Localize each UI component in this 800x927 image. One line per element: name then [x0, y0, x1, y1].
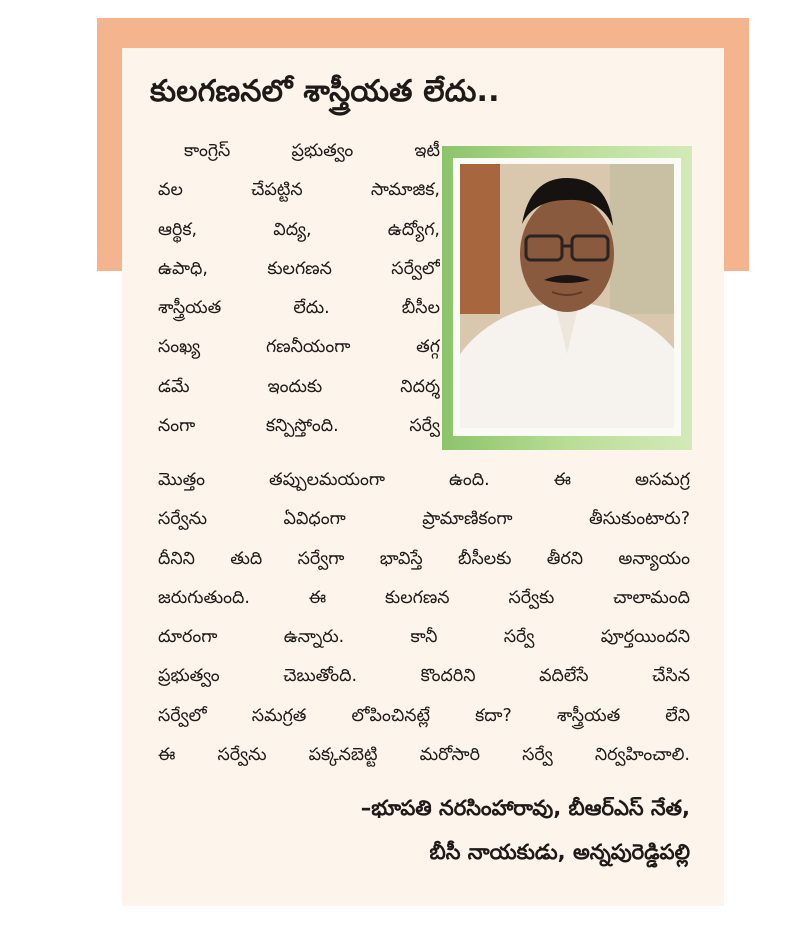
portrait-photo: [460, 164, 674, 428]
body-line: వల చేపట్టిన సామాజిక,: [158, 180, 440, 201]
body-line: దూరంగా ఉన్నారు. కానీ సర్వే పూర్తయిందని: [158, 627, 690, 648]
body-line: నంగా కన్పిస్తోంది. సర్వే: [158, 416, 440, 437]
body-line: శాస్త్రీయత లేదు. బీసీల: [158, 298, 440, 319]
byline-author: –భూపతి నరసింహారావు, బీఆర్ఎస్ నేత,: [360, 796, 690, 820]
body-line: ఉపాధి, కులగణన సర్వేలో: [158, 258, 440, 279]
article-headline: కులగణనలో శాస్త్రీయత లేదు..: [150, 74, 500, 109]
body-line: సర్వేను ఏవిధంగా ప్రామాణికంగా తీసుకుంటారు?: [158, 509, 690, 530]
article-body-wide: [158, 461, 690, 775]
body-line: సంఖ్య గణనీయంగా తగ్గ: [158, 337, 440, 358]
body-line: డమే ఇందుకు నిదర్శ: [158, 376, 440, 397]
body-line: జరుగుతుంది. ఈ కులగణన సర్వేకు చాలామంది: [158, 587, 690, 608]
body-line: ఆర్థిక, విద్య, ఉద్యోగ,: [158, 219, 440, 240]
byline-location: బీసీ నాయకుడు, అన్నపురెడ్డిపల్లి: [429, 840, 690, 864]
body-line: ప్రభుత్వం చెబుతోంది. కొందరిని వదిలేసే చేసిన: [158, 666, 690, 687]
article-body-narrow: [158, 132, 440, 446]
body-line: దీనిని తుది సర్వేగా భావిస్తే బీసీలకు తీరని అన్యాయం: [158, 548, 690, 569]
body-line: ఈ సర్వేను పక్కనబెట్టి మరోసారి సర్వే నిర్వహించాలి.: [158, 745, 690, 766]
body-line: కాంగ్రెస్ ప్రభుత్వం ఇటీ: [184, 141, 440, 161]
body-line: సర్వేలో సమగ్రత లోపించినట్లే కదా? శాస్త్రీయత లేని: [158, 705, 690, 726]
body-line: మొత్తం తప్పులమయంగా ఉంది. ఈ అసమగ్ర: [158, 470, 690, 490]
portrait-illustration: [460, 164, 674, 428]
